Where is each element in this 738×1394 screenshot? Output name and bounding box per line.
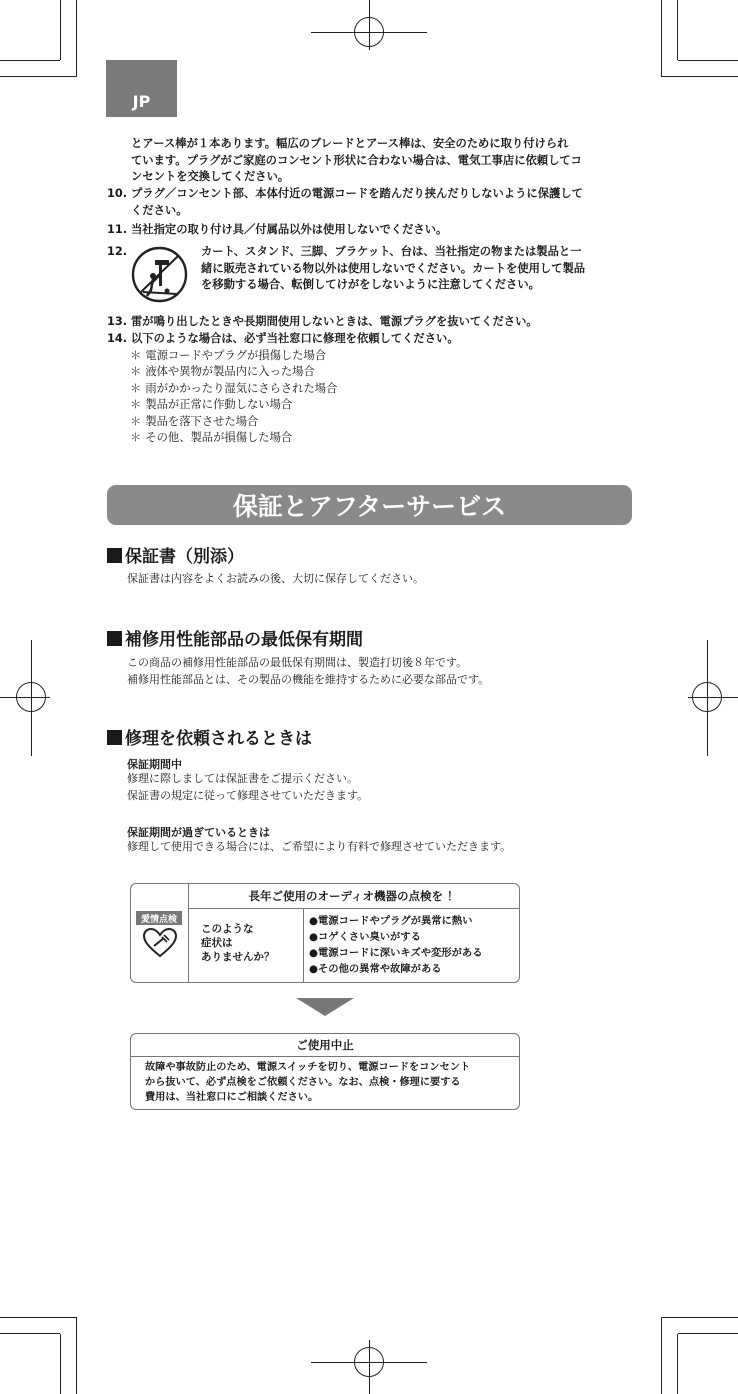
text-line: このような [201,923,254,935]
list-item [130,348,337,364]
registration-circle [692,682,722,712]
registration-circle [354,1347,384,1377]
crop-mark [661,0,662,77]
repair-heading [107,724,312,749]
safety-item-14 [107,331,637,348]
text-line: 費用は、当社窓口にご相談ください。 [145,1092,319,1103]
section-banner [107,485,632,525]
bullet: ＊ [130,349,142,362]
list-item [130,381,337,397]
list-item [130,397,337,413]
square-bullet-icon [107,548,122,563]
safety-item-12-text [201,244,636,294]
parts-text [127,655,489,688]
heading-text: 保証書（別添） [125,547,244,567]
list-item [130,364,337,380]
language-tab-label: JP [132,92,151,111]
crop-mark [0,60,60,61]
stop-use-title: ご使用中止 [131,1034,519,1057]
text-line: ています。プラグがご家庭のコンセント形状に合わない場合は、電気工事店に依頼してコ [131,153,582,167]
crop-mark [661,76,738,77]
safety-continuation [131,136,641,186]
crop-mark [60,0,61,60]
safety-item-11 [107,222,637,239]
banner-title: 保証とアフターサービス [232,492,507,521]
warranty-period-text [127,771,368,804]
expired-label: 保証期間が過ぎているときは [127,826,270,839]
bullet: ＊ [130,381,142,395]
crop-mark [60,1334,61,1394]
registration-circle [16,682,46,712]
bullet: ＊ [130,431,142,445]
text-line: この商品の補修用性能部品の最低保有期間は、製造打切後８年です。 [127,656,468,669]
crop-mark [0,76,77,77]
text-line: ンセントを交換してください。 [131,170,290,183]
crop-mark [76,1317,77,1394]
square-bullet-icon [107,730,122,745]
crop-mark [661,1317,662,1394]
text-line: 症状は [201,937,233,949]
damage-conditions-list [130,348,337,446]
item-text: プラグ／コンセント部、本体付近の電源コードを踏んだり挟んだりしないように保護して [131,187,583,200]
list-item-text: 雨がかかったり湿気にさらされた場合 [145,381,338,395]
safety-item-10 [107,186,637,219]
text-line: 故障や事故防止のため、電源スイッチを切り、電源コードをコンセント [145,1062,471,1073]
cart-tipover-warning-icon [131,246,188,303]
list-item: ●コゲくさい臭いがする [309,931,421,943]
list-item [130,414,337,430]
list-item-text: 電源コードやプラグが損傷した場合 [145,349,327,362]
crop-mark [0,1333,60,1334]
safety-item-13 [107,314,637,331]
text-line: 保証書の規定に従って修理させていただきます。 [127,788,369,802]
heading-text: 修理を依頼されるときは [125,729,312,749]
list-item-text: その他、製品が損傷した場合 [145,431,293,445]
inspection-title: 長年ご使用のオーディオ機器の点検を ！ [188,884,519,909]
heart-plug-icon [142,928,178,958]
inspection-icon-column [131,884,189,982]
bullet: ＊ [130,414,142,428]
crop-mark [678,1333,738,1334]
crop-mark [677,0,678,60]
square-bullet-icon [107,631,122,646]
warranty-heading [107,542,244,567]
text-line: を移動する場合、転倒してけがをしないように注意してください。 [201,278,540,291]
text-line: カート、スタンド、三脚、ブラケット、台は、当社指定の物または製品と一 [201,245,582,258]
item-text: ください。 [131,203,188,217]
warranty-text: 保証書は内容をよくお読みの後、大切に保存してください。 [127,572,424,585]
text-line: とアース棒が１本あります。幅広のブレードとアース棒は、安全のために取り付けられ [131,137,569,150]
stop-use-box [130,1033,520,1110]
expired-text: 修理して使用できる場合には、ご希望により有料で修理させていただきます。 [127,840,512,853]
warranty-period-label: 保証期間中 [127,758,182,771]
text-line: ありませんか？ [201,951,275,963]
list-item-text: 液体や異物が製品内に入った場合 [145,365,315,379]
list-item: ●電源コードに深いキズや変形がある [309,947,483,959]
crop-mark [661,1317,738,1318]
stop-use-text [145,1060,511,1105]
bullet: ＊ [130,398,142,412]
inspection-badge: 愛情点検 [136,911,182,925]
bullet: ＊ [130,365,142,379]
item-text: 当社指定の取り付け具／付属品以外は使用しないでください。 [131,223,448,236]
item-number: 12. [107,245,128,258]
inspection-box [130,883,520,983]
language-tab [106,60,177,117]
list-item: ●電源コードやプラグが異常に熱い [309,915,473,927]
crop-mark [0,1317,77,1318]
crop-mark [677,1334,678,1394]
list-item-text: 製品を落下させた場合 [145,414,259,428]
item-number: 13. [107,315,128,328]
list-item: ●その他の異常や故障がある [309,963,442,975]
list-item [130,430,337,446]
text-line: 補修用性能部品とは、その製品の機能を維持するために必要な部品です。 [127,672,490,686]
item-number: 11. [107,223,128,236]
text-line: 修理に際しましては保証書をご提示ください。 [127,772,358,785]
item-number: 10. [107,187,128,200]
parts-heading [107,625,363,650]
symptom-list [305,908,519,977]
text-line: 緒に販売されている物以外は使用しないでください。カートを使用して製品 [201,261,586,275]
crop-mark [76,0,77,77]
crop-mark [678,60,738,61]
item-text: 以下のような場合は、必ず当社窓口に修理を依頼してください。 [131,332,459,345]
item-text: 雷が鳴り出したときや長期間使用しないときは、電源プラグを抜いてください。 [131,315,538,328]
down-arrow-icon [296,998,354,1016]
inspection-question [188,908,304,982]
text-line: から抜いて、必ず点検をご依頼ください。なお、点検・修理に要する [145,1077,461,1088]
item-number: 14. [107,332,128,345]
heading-text: 補修用性能部品の最低保有期間 [125,630,363,650]
list-item-text: 製品が正常に作動しない場合 [145,398,293,412]
registration-circle [354,17,384,47]
